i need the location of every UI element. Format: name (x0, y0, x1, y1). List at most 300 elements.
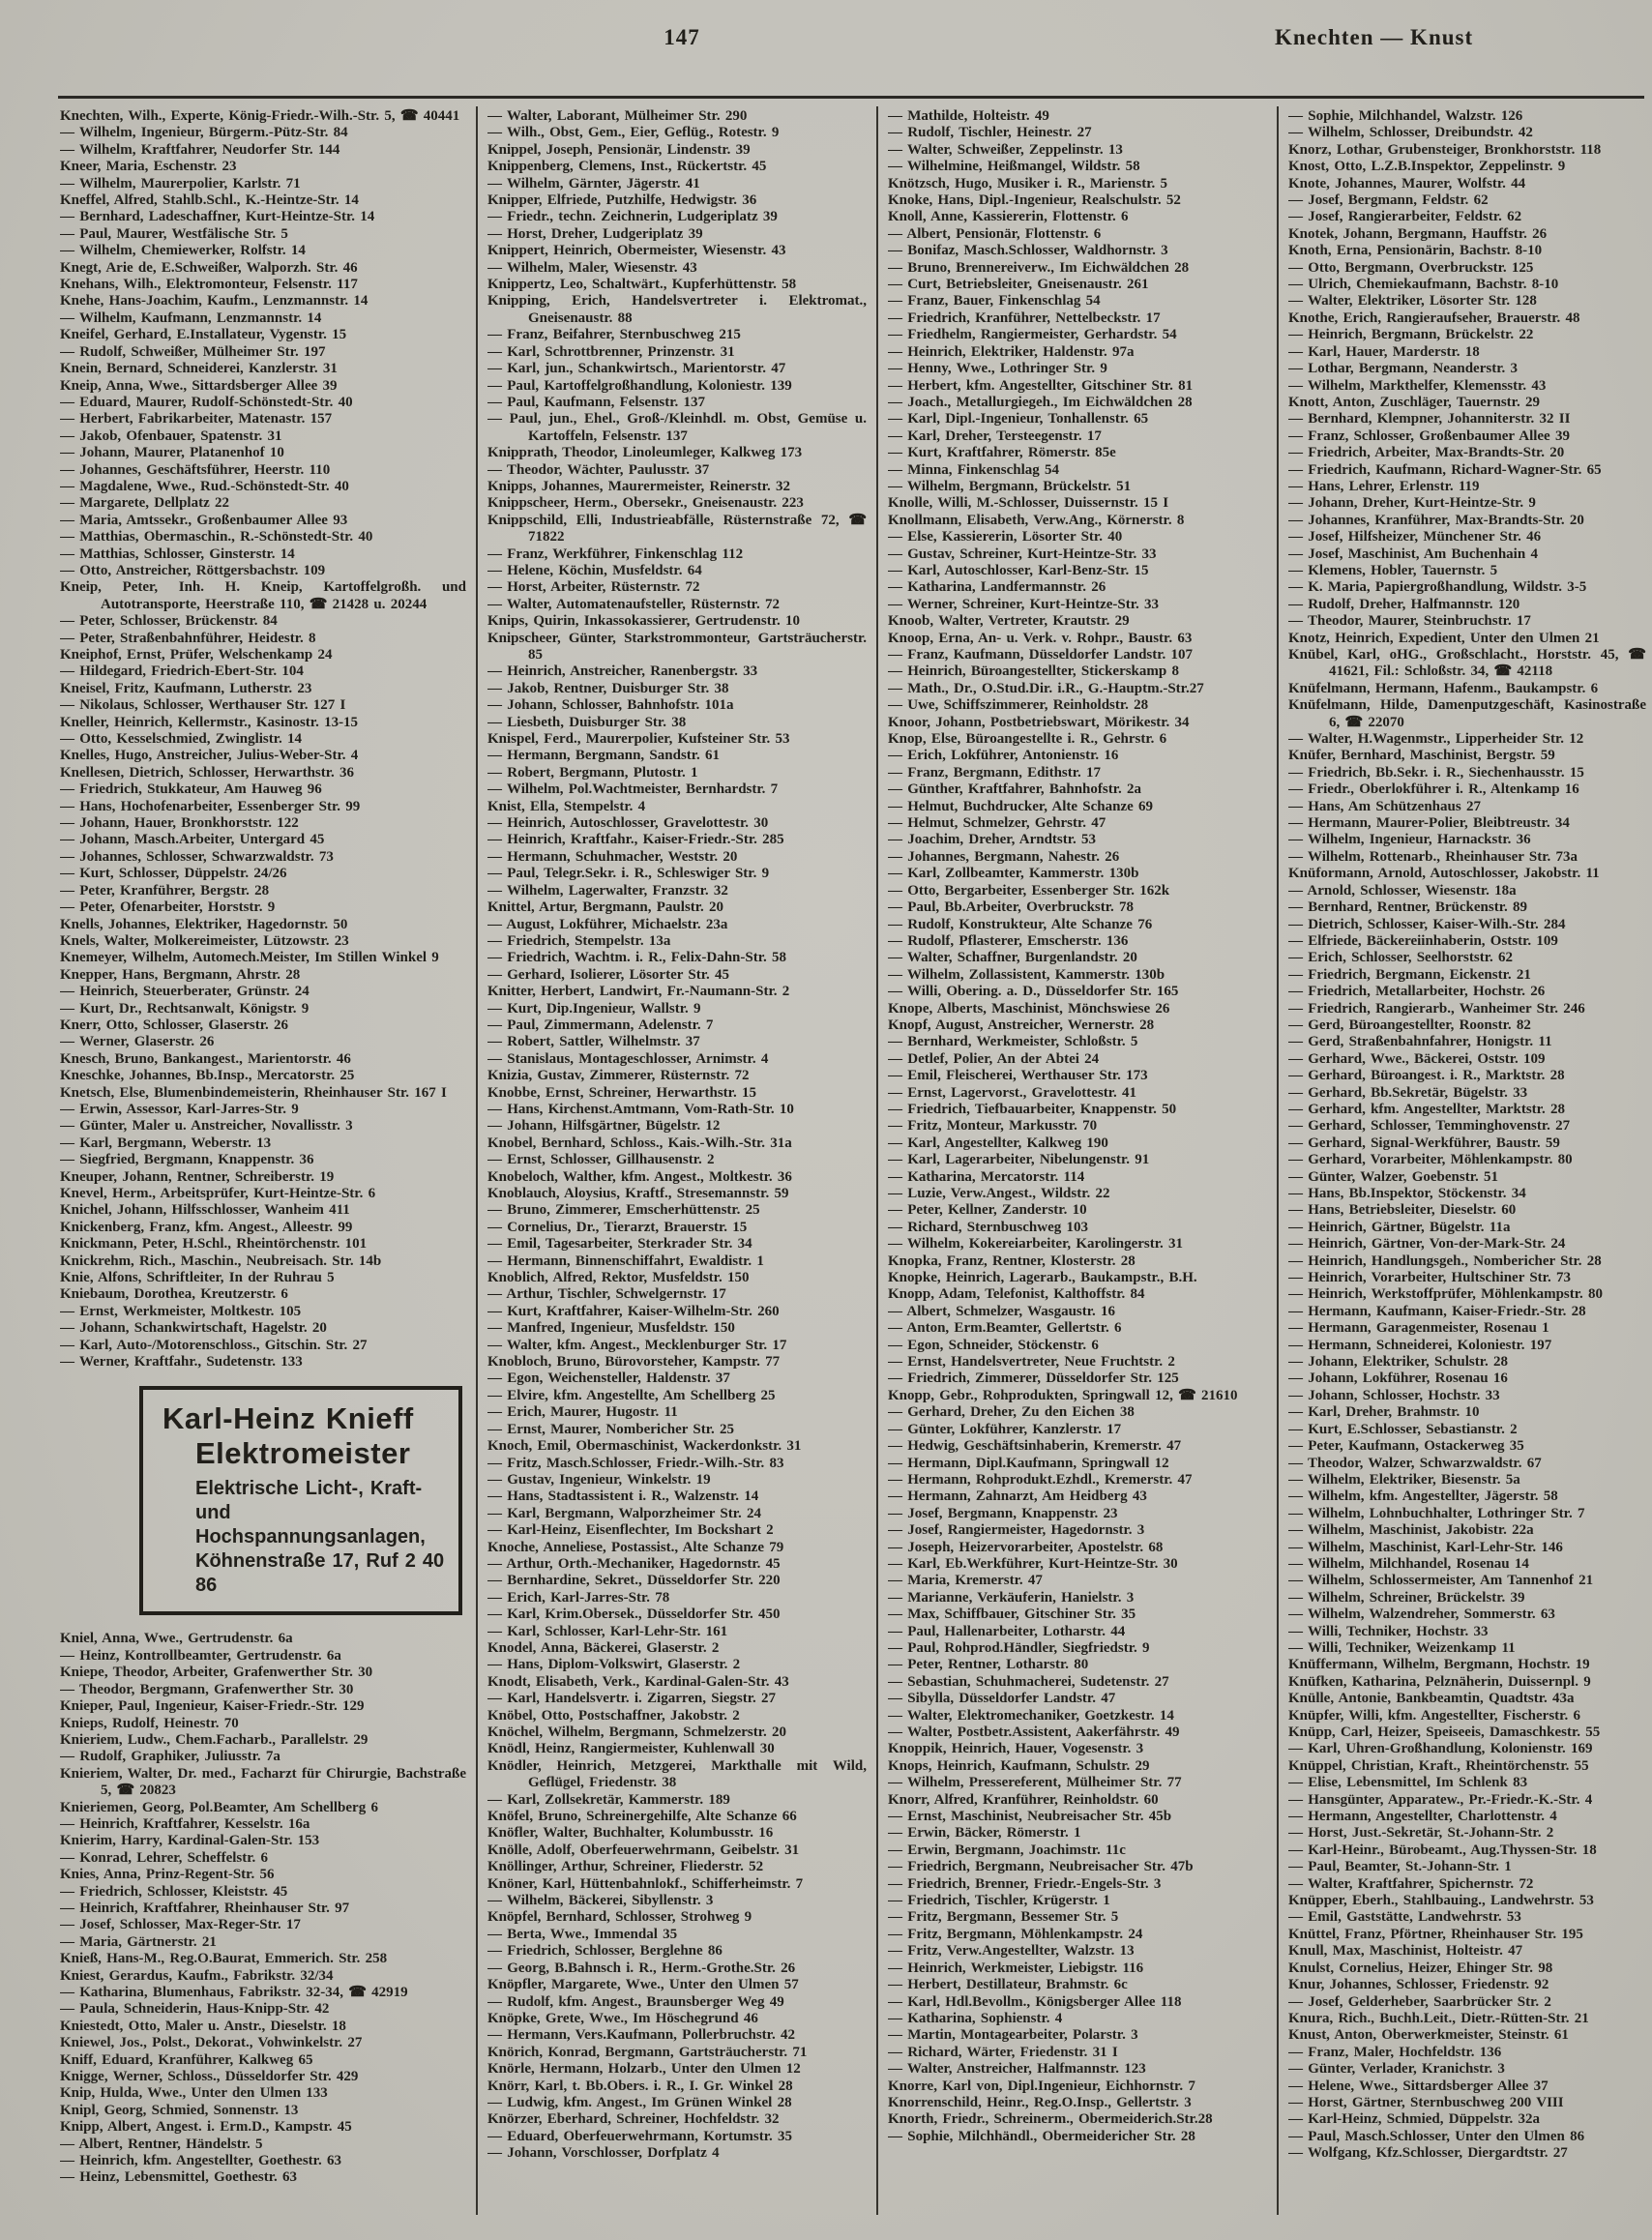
ad-profession: Elektromeister (195, 1436, 411, 1471)
directory-entry: Knörzer, Eberhard, Schreiner, Hochfeldstr. 32 (487, 2111, 780, 2128)
directory-entry: — Heinrich, Kraftfahr., Kaiser-Friedr.-Str. 285 (487, 832, 784, 848)
directory-entry: — Gerd, Straßenbahnfahrer, Honigstr. 11 (1288, 1034, 1552, 1050)
page-number: 147 (664, 25, 700, 49)
directory-entry: — Henny, Wwe., Lothringer Str. 9 (888, 361, 1107, 377)
directory-entry: — Johannes, Bergmann, Nahestr. 26 (888, 848, 1120, 865)
directory-entry: — Rudolf, Tischler, Heinestr. 27 (888, 125, 1092, 141)
directory-entry: Knödl, Heinz, Rangiermeister, Kuhlenwall 30 (487, 1741, 775, 1757)
directory-entry: — Wilhelm, Maschinist, Jakobistr. 22a (1288, 1522, 1534, 1539)
directory-entry: Knetsch, Else, Blumenbindemeisterin, Rheinhauser Str. 167 I (60, 1084, 447, 1101)
directory-entry: — Elfriede, Bäckereiinhaberin, Oststr. 109 (1288, 932, 1558, 949)
directory-entry: — Dietrich, Schlosser, Kaiser-Wilh.-Str. 284 (1288, 916, 1566, 932)
directory-entry: — Ernst, Lagervorst., Gravelottestr. 41 (888, 1084, 1137, 1101)
directory-entry: Knüfken, Katharina, Pelznäherin, Duissernpl. 9 (1288, 1673, 1591, 1690)
directory-entry: — Otto, Anstreicher, Röttgersbachstr. 109 (60, 562, 326, 578)
directory-entry: Kneuper, Johann, Rentner, Schreiberstr. 19 (60, 1168, 335, 1185)
directory-entry: — Magdalene, Wwe., Rud.-Schönstedt-Str. 40 (60, 478, 349, 494)
directory-entry: — Friedrich, Tischler, Krügerstr. 1 (888, 1893, 1110, 1909)
directory-entry: — Karl, Bergmann, Weberstr. 13 (60, 1135, 272, 1151)
directory-entry: — Johann, Schlosser, Hochstr. 33 (1288, 1387, 1500, 1403)
directory-entry: — Karl, Dipl.-Ingenieur, Tonhallenstr. 65 (888, 411, 1149, 427)
entry-list (487, 108, 867, 2163)
directory-entry: — Matthias, Schlosser, Ginsterstr. 14 (60, 545, 295, 562)
directory-entry: — Franz, Kaufmann, Düsseldorfer Landstr. 107 (888, 647, 1194, 663)
directory-entry: — Gerhard, kfm. Angestellter, Marktstr. 28 (1288, 1101, 1565, 1117)
directory-entry: — Willi, Obering. a. D., Düsseldorfer Str. 165 (888, 984, 1179, 1000)
directory-entry: — Katharina, Sophienstr. 4 (888, 2010, 1063, 2026)
directory-entry: Knippel, Joseph, Pensionär, Lindenstr. 39 (487, 141, 751, 158)
directory-entry: — Josef, Rangierarbeiter, Feldstr. 62 (1288, 209, 1522, 225)
directory-entry: Knote, Johannes, Maurer, Wolfstr. 44 (1288, 175, 1526, 192)
directory-entry: — Arnold, Schlosser, Wiesenstr. 18a (1288, 882, 1517, 899)
directory-entry: Knipping, Erich, Handelsvertreter i. Elektromat., Gneisenaustr. 88 (487, 293, 867, 326)
directory-entry: — Walter, Elektromechaniker, Goetzkestr. 14 (888, 1707, 1174, 1724)
directory-entry: — Günther, Kraftfahrer, Bahnhofstr. 2a (888, 781, 1141, 798)
directory-entry: Kneifel, Gerhard, E.Installateur, Vygenstr. 15 (60, 327, 347, 343)
header-rule (58, 96, 1644, 99)
directory-entry: Kniebaum, Dorothea, Kreutzerstr. 6 (60, 1286, 288, 1303)
directory-entry: Knüpper, Eberh., Stahlbauing., Landwehrstr. 53 (1288, 1893, 1594, 1909)
directory-entry: Knigge, Werner, Schloss., Düsseldorfer Str. 429 (60, 2069, 359, 2085)
directory-entry: Knüfelmann, Hermann, Hafenm., Baukampstr. 6 (1288, 680, 1599, 696)
directory-entry: — Herbert, kfm. Angestellter, Gitschiner Str. 81 (888, 377, 1194, 394)
directory-entry: — Sophie, Milchhändl., Obermeidericher Str. 28 (888, 2128, 1195, 2144)
directory-entry: — Heinrich, Kraftfahrer, Kesselstr. 16a (60, 1815, 310, 1832)
running-head: Knechten — Knust (1275, 25, 1474, 49)
directory-entry: — Johann, Schankwirtschaft, Hagelstr. 20 (60, 1320, 327, 1337)
directory-entry: — Friedr., techn. Zeichnerin, Ludgeriplatz 39 (487, 209, 778, 225)
directory-entry: Knüfelmann, Hilde, Damenputzgeschäft, Kasinostraße 6, ☎ 22070 (1288, 697, 1646, 730)
directory-entry: Knorth, Friedr., Schreinerm., Obermeiderich.Str.28 (888, 2111, 1213, 2128)
directory-column-1 (60, 108, 466, 2226)
directory-entry: — Erwin, Bäcker, Römerstr. 1 (888, 1825, 1081, 1842)
directory-entry: Knieß, Hans-M., Reg.O.Baurat, Emmerich. Str. 258 (60, 1951, 388, 1967)
directory-entry: Knüppel, Christian, Kraft., Rheintörchenstr. 55 (1288, 1757, 1589, 1774)
directory-entry: Knopp, Gebr., Rohprodukten, Springwall 12, ☎ 21610 (888, 1387, 1238, 1403)
directory-entry: — Bruno, Brennereiverw., Im Eichwäldchen 28 (888, 259, 1190, 276)
directory-entry: — Paula, Schneiderin, Haus-Knipp-Str. 42 (60, 2001, 330, 2018)
directory-entry: — Paul, Beamter, St.-Johann-Str. 1 (1288, 1859, 1512, 1875)
directory-entry: — Fritz, Verw.Angestellter, Walzstr. 13 (888, 1943, 1135, 1960)
directory-entry: Knickmann, Peter, H.Schl., Rheintörchenstr. 101 (60, 1236, 368, 1253)
directory-entry: — Walter, Anstreicher, Halfmannstr. 123 (888, 2061, 1146, 2078)
directory-entry: — Heinz, Kontrollbeamter, Gertrudenstr. 6a (60, 1647, 341, 1664)
directory-entry: — Walter, H.Wagenmstr., Lipperheider Str. 12 (1288, 731, 1584, 748)
directory-entry: Kneip, Peter, Inh. H. Kneip, Kartoffelgroßh. und Autotransporte, Heerstraße 110, ☎ 21428 u. 20244 (60, 579, 466, 612)
directory-entry: — Friedrich, Arbeiter, Max-Brandts-Str. 20 (1288, 445, 1565, 461)
directory-entry: — Otto, Bergmann, Overbruckstr. 125 (1288, 259, 1534, 276)
directory-entry: Knoblauch, Aloysius, Kraftf., Stresemannstr. 59 (487, 1186, 789, 1201)
directory-entry: — Bonifaz, Masch.Schlosser, Waldhornstr. 3 (888, 243, 1168, 259)
directory-entry: — Franz, Maler, Hochfeldstr. 136 (1288, 2044, 1502, 2060)
directory-entry: — Wilhelm, Kraftfahrer, Neudorfer Str. 144 (60, 141, 340, 158)
directory-entry: Knipl, Georg, Schmied, Sonnenstr. 13 (60, 2102, 299, 2118)
directory-entry: Knöllinger, Arthur, Schreiner, Fliederstr. 52 (487, 1859, 764, 1875)
directory-entry: — Friedrich, Rangierarb., Wanheimer Str. 246 (1288, 1000, 1585, 1017)
directory-entry: — Hans, Bb.Inspektor, Stöckenstr. 34 (1288, 1186, 1526, 1201)
directory-entry: — Karl, Auto-/Motorenschloss., Gitschin. Str. 27 (60, 1337, 368, 1353)
directory-entry: — Hermann, Zahnarzt, Am Heidberg 43 (888, 1488, 1147, 1505)
directory-entry: Knott, Anton, Zuschläger, Tauernstr. 29 (1288, 394, 1540, 410)
directory-entry: — Egon, Weichensteller, Haldenstr. 37 (487, 1371, 730, 1387)
directory-entry: Knötzsch, Hugo, Musiker i. R., Marienstr. 5 (888, 175, 1167, 192)
directory-entry: Knöfel, Bruno, Schreinergehilfe, Alte Schanze 66 (487, 1809, 797, 1825)
directory-entry: — Otto, Bergarbeiter, Essenberger Str. 162k (888, 882, 1170, 899)
directory-entry: — Gerhard, Dreher, Zu den Eichen 38 (888, 1404, 1135, 1421)
directory-entry: — Karl-Heinr., Bürobeamt., Aug.Thyssen-Str. 18 (1288, 1842, 1597, 1858)
directory-entry: — Nikolaus, Schlosser, Werthauser Str. 127 I (60, 697, 346, 714)
directory-entry: — Friedrich, Stukkateur, Am Hauweg 96 (60, 781, 322, 798)
directory-entry: Knöner, Karl, Hüttenbahnlokf., Schifferheimstr. 7 (487, 1875, 804, 1892)
directory-entry: — Herbert, Fabrikarbeiter, Matenastr. 157 (60, 411, 333, 427)
directory-entry: — Josef, Schlosser, Max-Reger-Str. 17 (60, 1917, 301, 1933)
directory-entry: Knieriemen, Georg, Pol.Beamter, Am Schellberg 6 (60, 1799, 378, 1815)
directory-entry: — Helene, Köchin, Musfeldstr. 64 (487, 562, 702, 578)
directory-entry: — Eduard, Maurer, Rudolf-Schönstedt-Str. 40 (60, 394, 353, 410)
directory-entry: — Karl, jun., Schankwirtsch., Marientorstr. 47 (487, 361, 786, 377)
directory-entry: — Ludwig, kfm. Angest., Im Grünen Winkel 28 (487, 2094, 792, 2110)
directory-entry: — Helmut, Schmelzer, Gehrstr. 47 (888, 815, 1106, 832)
directory-entry: — Hermann, Garagenmeister, Rosenau 1 (1288, 1320, 1549, 1337)
directory-entry: — Emil, Tagesarbeiter, Sterkrader Str. 34 (487, 1236, 752, 1253)
directory-entry: — Theodor, Walzer, Schwarzwaldstr. 67 (1288, 1455, 1542, 1471)
directory-entry: Knie, Alfons, Schriftleiter, In der Ruhrau 5 (60, 1270, 335, 1286)
directory-entry: Knost, Otto, L.Z.B.Inspektor, Zeppelinstr. 9 (1288, 159, 1566, 175)
directory-entry: — Uwe, Schiffszimmerer, Reinholdstr. 28 (888, 697, 1149, 714)
directory-entry: — Heinrich, kfm. Angestellter, Goethestr. 63 (60, 2153, 341, 2169)
directory-entry: — Heinrich, Vorarbeiter, Hultschiner Str. 73 (1288, 1270, 1571, 1286)
directory-entry: — Wilhelm, Maler, Wiesenstr. 43 (487, 259, 697, 276)
directory-entry: Knippert, Heinrich, Obermeister, Wiesenstr. 43 (487, 243, 786, 259)
directory-entry: Knippertz, Leo, Schaltwärt., Kupferhüttenstr. 58 (487, 277, 797, 293)
directory-entry: — Kurt, Dip.Ingenieur, Wallstr. 9 (487, 1000, 701, 1017)
directory-entry: — Rudolf, Schweißer, Mülheimer Str. 197 (60, 343, 326, 360)
directory-entry: — Wilhelm, Maurerpolier, Karlstr. 71 (60, 175, 301, 192)
directory-entry: — Elise, Lebensmittel, Im Schlenk 83 (1288, 1775, 1528, 1791)
directory-entry: — Günter, Verlader, Kranichstr. 3 (1288, 2061, 1505, 2078)
directory-entry: — Heinz, Lebensmittel, Goethestr. 63 (60, 2169, 297, 2186)
directory-entry: Knichel, Johann, Hilfsschlosser, Wanheim 411 (60, 1202, 350, 1219)
directory-entry: — Bernhard, Werkmeister, Schloßstr. 5 (888, 1034, 1138, 1050)
directory-entry: — Gerhard, Isolierer, Lösorter Str. 45 (487, 966, 729, 983)
directory-entry: — Klemens, Hobler, Tauernstr. 5 (1288, 562, 1498, 578)
directory-entry: Knipper, Elfriede, Putzhilfe, Hedwigstr. 36 (487, 192, 757, 209)
directory-entry: — Kurt, Schlosser, Düppelstr. 24/26 (60, 866, 287, 882)
directory-entry: Knops, Heinrich, Kaufmann, Schulstr. 29 (888, 1757, 1150, 1774)
directory-entry: Knieriem, Ludw., Chem.Facharb., Parallelstr. 29 (60, 1731, 369, 1748)
directory-entry: — Franz, Bergmann, Edithstr. 17 (888, 764, 1102, 781)
directory-entry: Knotz, Heinrich, Expedient, Unter den Ulmen 21 (1288, 630, 1600, 646)
directory-entry: — Heinrich, Werkstoffprüfer, Möhlenkampstr. 80 (1288, 1286, 1604, 1303)
directory-entry: — Heinrich, Steuerberater, Grünstr. 24 (60, 984, 310, 1000)
directory-entry: Knoob, Walter, Vertreter, Krautstr. 29 (888, 613, 1130, 630)
directory-entry: — Hermann, Angestellter, Charlottenstr. 4 (1288, 1809, 1557, 1825)
directory-entry: — Karl, Handelsvertr. i. Zigarren, Siegstr. 27 (487, 1691, 777, 1707)
directory-entry: — Horst, Gärtner, Sternbuschweg 200 VIII (1288, 2094, 1564, 2110)
directory-entry: — Walter, Laborant, Mülheimer Str. 290 (487, 108, 748, 124)
directory-entry: — Wilhelm, Lohnbuchhalter, Lothringer Str. 7 (1288, 1505, 1585, 1521)
directory-entry: — Hans, Diplom-Volkswirt, Glaserstr. 2 (487, 1657, 741, 1673)
directory-entry: — Heinrich, Handlungsgeh., Nombericher Str. 28 (1288, 1253, 1602, 1269)
directory-entry: — Bernhard, Rentner, Brückenstr. 89 (1288, 899, 1527, 916)
directory-entry: Knesch, Bruno, Bankangest., Marientorstr. 46 (60, 1050, 351, 1067)
directory-entry: — Hermann, Vers.Kaufmann, Pollerbruchstr. 42 (487, 2027, 795, 2044)
directory-entry: — Friedrich, Stempelstr. 13a (487, 932, 671, 949)
directory-entry: — Karl-Heinz, Schmied, Düppelstr. 32a (1288, 2111, 1541, 2128)
directory-entry: — Karl, Hdl.Bevollm., Königsberger Allee 118 (888, 1993, 1182, 2010)
directory-entry: — Walter, Kraftfahrer, Spichernstr. 72 (1288, 1875, 1534, 1892)
directory-entry: Kniewel, Jos., Polst., Dekorat., Vohwinkelstr. 27 (60, 2035, 363, 2051)
directory-entry: — Siegfried, Bergmann, Knappenstr. 36 (60, 1152, 314, 1168)
directory-entry: — Wilhelm, Schreiner, Brückelstr. 39 (1288, 1589, 1525, 1606)
directory-entry: — Hermann, Schuhmacher, Weststr. 20 (487, 848, 738, 865)
directory-entry: Knöfler, Walter, Buchhalter, Kolumbusstr. 16 (487, 1825, 774, 1842)
directory-entry: — Kurt, E.Schlosser, Sebastianstr. 2 (1288, 1421, 1518, 1437)
directory-entry: — Richard, Wärter, Friedenstr. 31 I (888, 2044, 1118, 2060)
directory-entry: — Robert, Bergmann, Plutostr. 1 (487, 764, 698, 781)
directory-entry: — Karl, Krim.Obersek., Düsseldorfer Str. 450 (487, 1606, 781, 1623)
directory-entry: Knechten, Wilh., Experte, König-Friedr.-Wilh.-Str. 5, ☎ 40441 (60, 108, 460, 124)
directory-entry: Knierim, Harry, Kardinal-Galen-Str. 153 (60, 1833, 320, 1849)
directory-entry: — Jakob, Rentner, Duisburger Str. 38 (487, 680, 729, 696)
directory-entry: — Georg, B.Bahnsch i. R., Herm.-Grothe.Str. 26 (487, 1960, 796, 1976)
directory-entry: — Maria, Amtssekr., Großenbaumer Allee 93 (60, 512, 348, 528)
directory-entry: Knülle, Antonie, Bankbeamtin, Quadtstr. 43a (1288, 1691, 1575, 1707)
directory-entry: — Wilhelm, Chemiewerker, Rolfstr. 14 (60, 243, 306, 259)
directory-entry: Knodel, Anna, Bäckerei, Glaserstr. 2 (487, 1639, 720, 1656)
directory-entry: — Erich, Maurer, Hugostr. 11 (487, 1404, 678, 1421)
directory-entry: — Else, Kassiererin, Lösorter Str. 40 (888, 529, 1123, 545)
directory-entry: — Bernhard, Ladeschaffner, Kurt-Heintze-Str. 14 (60, 209, 375, 225)
directory-entry: Knüpfer, Willi, kfm. Angestellter, Fischerstr. 6 (1288, 1707, 1580, 1724)
directory-entry: — Maria, Gärtnerstr. 21 (60, 1933, 217, 1950)
directory-entry: Knobloch, Bruno, Bürovorsteher, Kampstr. 77 (487, 1354, 781, 1371)
directory-entry: — Hedwig, Geschäftsinhaberin, Kremerstr. 47 (888, 1438, 1182, 1455)
directory-entry: — Hans, Kirchenst.Amtmann, Vom-Rath-Str. 10 (487, 1101, 794, 1117)
directory-entry: Knemeyer, Wilhelm, Automech.Meister, Im Stillen Winkel 9 (60, 950, 439, 966)
directory-entry: — Paul, Telegr.Sekr. i. R., Schleswiger Str. 9 (487, 866, 770, 882)
directory-entry: — Erich, Karl-Jarres-Str. 78 (487, 1589, 670, 1606)
directory-entry: Knips, Quirin, Inkassokassierer, Gertrudenstr. 10 (487, 613, 800, 630)
directory-entry: — Johannes, Geschäftsführer, Heerstr. 110 (60, 461, 331, 478)
directory-entry: Knelles, Hugo, Anstreicher, Julius-Weber-Str. 4 (60, 748, 359, 764)
directory-entry: Kneschke, Johannes, Bb.Insp., Mercatorstr. 25 (60, 1068, 355, 1084)
directory-entry: — Paul, Zimmermann, Adelenstr. 7 (487, 1017, 714, 1033)
directory-entry: — Jakob, Ofenbauer, Spatenstr. 31 (60, 427, 282, 444)
directory-entry: Knopke, Heinrich, Lagerarb., Baukampstr., B.H. (888, 1270, 1197, 1286)
directory-entry: Knevel, Herm., Arbeitsprüfer, Kurt-Heintze-Str. 6 (60, 1186, 376, 1201)
directory-entry: — Paul, Maurer, Westfälische Str. 5 (60, 225, 288, 242)
directory-entry: — Günter, Maler u. Anstreicher, Novallisstr. 3 (60, 1118, 353, 1135)
directory-entry: — Peter, Kellner, Zanderstr. 10 (888, 1202, 1087, 1219)
directory-entry: — Josef, Maschinist, Am Buchenhain 4 (1288, 545, 1538, 562)
directory-entry: — Hans, Lehrer, Erlenstr. 119 (1288, 478, 1480, 494)
directory-entry: — Hermann, Dipl.Kaufmann, Springwall 12 (888, 1455, 1169, 1471)
directory-entry: — Arthur, Tischler, Schwelgernstr. 17 (487, 1286, 726, 1303)
directory-entry: — Hermann, Maurer-Polier, Bleibtreustr. 34 (1288, 815, 1570, 832)
directory-entry: — Hans, Stadtassistent i. R., Walzenstr. 14 (487, 1488, 759, 1505)
directory-entry: Knopka, Franz, Rentner, Klosterstr. 28 (888, 1253, 1136, 1269)
column-divider (1277, 106, 1279, 2215)
directory-entry: Knippscheer, Herm., Obersekr., Gneisenaustr. 223 (487, 495, 804, 512)
directory-entry: — Kurt, Kraftfahrer, Kaiser-Wilhelm-Str. 260 (487, 1303, 780, 1319)
directory-entry: — Friedrich, Zimmerer, Düsseldorfer Str. 125 (888, 1371, 1179, 1387)
directory-entry: — Hermann, Kaufmann, Kaiser-Friedr.-Str. 28 (1288, 1303, 1586, 1319)
directory-entry: Knull, Max, Maschinist, Holteistr. 47 (1288, 1943, 1523, 1960)
directory-entry: — Paul, Masch.Schlosser, Unter den Ulmen 86 (1288, 2128, 1585, 2144)
directory-entry: — Karl-Heinz, Eisenflechter, Im Bockshart 2 (487, 1522, 774, 1539)
directory-entry: — Paul, Hallenarbeiter, Lotharstr. 44 (888, 1623, 1126, 1639)
directory-entry: — Bernhardine, Sekret., Düsseldorfer Str. 220 (487, 1573, 781, 1589)
directory-entry: — Hansgünter, Apparatew., Pr.-Friedr.-K.-Str. 4 (1288, 1791, 1593, 1808)
directory-entry: Knorz, Lothar, Grubensteiger, Bronkhorststr. 118 (1288, 141, 1602, 158)
directory-entry: — Ernst, Maschinist, Neubreisacher Str. 45b (888, 1809, 1172, 1825)
directory-entry: — Friedrich, Wachtm. i. R., Felix-Dahn-Str. 58 (487, 950, 786, 966)
directory-entry: Knitter, Herbert, Landwirt, Fr.-Naumann-Str. 2 (487, 984, 790, 1000)
directory-entry: Knöpfler, Margarete, Wwe., Unter den Ulmen 57 (487, 1977, 799, 1993)
directory-entry: — Josef, Bergmann, Feldstr. 62 (1288, 192, 1489, 209)
directory-entry: — Karl, Hauer, Marderstr. 18 (1288, 343, 1480, 360)
directory-entry: Knoppik, Heinrich, Hauer, Vogesenstr. 3 (888, 1741, 1144, 1757)
directory-entry: — Paul, Bb.Arbeiter, Overbruckstr. 78 (888, 899, 1135, 916)
directory-entry: — Richard, Sternbuschweg 103 (888, 1219, 1089, 1235)
directory-entry: — Joachim, Dreher, Arndtstr. 53 (888, 832, 1097, 848)
directory-entry: — Karl, Uhren-Großhandlung, Kolonienstr. 169 (1288, 1741, 1593, 1757)
directory-entry: Kniest, Gerardus, Kaufm., Fabrikstr. 32/34 (60, 1967, 334, 1984)
directory-entry: — Heinrich, Bergmann, Brückelstr. 22 (1288, 327, 1534, 343)
directory-entry: — Erich, Schlosser, Seelhorststr. 62 (1288, 950, 1513, 966)
directory-entry: Knoll, Anne, Kassiererin, Flottenstr. 6 (888, 209, 1129, 225)
directory-entry: — Robert, Sattler, Wilhelmstr. 37 (487, 1034, 700, 1050)
directory-entry: — Peter, Ofenarbeiter, Horststr. 9 (60, 899, 276, 916)
directory-entry: — Lothar, Bergmann, Neanderstr. 3 (1288, 361, 1518, 377)
directory-entry: — Sophie, Milchhandel, Walzstr. 126 (1288, 108, 1523, 124)
column-divider (476, 106, 478, 2215)
directory-entry: Knels, Walter, Molkereimeister, Lützowstr. 23 (60, 932, 349, 949)
directory-entry: Knieper, Paul, Ingenieur, Kaiser-Friedr.-Str. 129 (60, 1698, 365, 1715)
directory-entry: — Bruno, Zimmerer, Emscherhüttenstr. 25 (487, 1202, 760, 1219)
directory-entry: — Johann, Dreher, Kurt-Heintze-Str. 9 (1288, 495, 1536, 512)
directory-entry: — Gerhard, Schlosser, Temminghovenstr. 27 (1288, 1118, 1571, 1135)
directory-entry: — Karl, Schlosser, Karl-Lehr-Str. 161 (487, 1623, 728, 1639)
directory-entry: — Johann, Elektriker, Schulstr. 28 (1288, 1354, 1509, 1371)
directory-entry: — Egon, Schneider, Stöckenstr. 6 (888, 1337, 1099, 1353)
directory-entry: Knur, Johannes, Schlosser, Friedenstr. 92 (1288, 1977, 1549, 1993)
directory-entry: — Wilhelm, Rottenarb., Rheinhauser Str. 73a (1288, 848, 1578, 865)
directory-entry: — Peter, Kranführer, Bergstr. 28 (60, 882, 270, 899)
directory-entry: Knobel, Bernhard, Schloss., Kais.-Wilh.-Str. 31a (487, 1135, 792, 1151)
directory-entry: — Gerhard, Signal-Werkführer, Baustr. 59 (1288, 1135, 1560, 1151)
directory-entry: — Friedhelm, Rangiermeister, Gerhardstr. 54 (888, 327, 1177, 343)
directory-entry: — Wilhelm, Schlosser, Dreibundstr. 42 (1288, 125, 1533, 141)
directory-entry: — Josef, Gelderheber, Saarbrücker Str. 2 (1288, 1993, 1551, 2010)
ad-text-line: Elektrische Licht-, Kraft- und (195, 1478, 423, 1524)
directory-entry: — Walter, Schweißer, Zeppelinstr. 13 (888, 141, 1123, 158)
directory-entry: — Franz, Werkführer, Finkenschlag 112 (487, 545, 744, 562)
directory-entry: Knop, Else, Büroangestellte i. R., Gehrstr. 6 (888, 731, 1167, 748)
directory-entry: Kneiphof, Ernst, Prüfer, Welschenkamp 24 (60, 647, 333, 663)
ad-text-line: Köhnenstraße 17, Ruf 2 40 86 (195, 1550, 445, 1597)
directory-entry: — Berta, Wwe., Immendal 35 (487, 1926, 678, 1942)
directory-entry: Knobeloch, Walther, kfm. Angest., Moltkestr. 36 (487, 1168, 792, 1185)
directory-entry: Knorre, Karl von, Dipl.Ingenieur, Eichhornstr. 7 (888, 2078, 1195, 2094)
directory-entry: — Walter, Postbetr.Assistent, Aakerfährstr. 49 (888, 1724, 1180, 1740)
directory-entry: — Paul, jun., Ehel., Groß-/Kleinhdl. m. Obst, Gemüse u. Kartoffeln, Felsenstr. 137 (487, 411, 867, 444)
directory-entry: — Friedrich, Schlosser, Kleiststr. 45 (60, 1883, 288, 1900)
directory-entry: — Werner, Kraftfahr., Sudetenstr. 133 (60, 1354, 303, 1371)
directory-entry: Kniestedt, Otto, Maler u. Anstr., Dieselstr. 18 (60, 2018, 346, 2034)
directory-entry: — Fritz, Bergmann, Möhlenkampstr. 24 (888, 1926, 1143, 1942)
directory-entry: — Gerhard, Büroangest. i. R., Marktstr. 28 (1288, 1068, 1565, 1084)
directory-entry: Knehans, Wilh., Elektromonteur, Felsenstr. 117 (60, 277, 358, 293)
directory-entry: — Gerhard, Vorarbeiter, Möhlenkampstr. 80 (1288, 1152, 1573, 1168)
directory-entry: — Luzie, Verw.Angest., Wildstr. 22 (888, 1186, 1110, 1201)
directory-column-4 (1288, 108, 1646, 2226)
directory-entry: Kniepe, Theodor, Arbeiter, Grafenwerther Str. 30 (60, 1665, 373, 1681)
directory-entry: — Friedrich, Schlosser, Berglehne 86 (487, 1943, 723, 1960)
directory-entry: — Anton, Erm.Beamter, Gellertstr. 6 (888, 1320, 1122, 1337)
directory-entry: — Wilhelm, Milchhandel, Rosenau 14 (1288, 1555, 1529, 1572)
directory-entry: Knopp, Adam, Telefonist, Kalthoffstr. 84 (888, 1286, 1145, 1303)
directory-entry: Knipp, Albert, Angest. i. Erm.D., Kampstr. 45 (60, 2119, 352, 2136)
directory-entry: Knoblich, Alfred, Rektor, Musfeldstr. 150 (487, 1270, 750, 1286)
directory-entry: — Erwin, Assessor, Karl-Jarres-Str. 9 (60, 1101, 299, 1117)
directory-entry: — Wilh., Obst, Gem., Eier, Geflüg., Rotestr. 9 (487, 125, 780, 141)
directory-entry: — Josef, Rangiermeister, Hagedornstr. 3 (888, 1522, 1145, 1539)
directory-entry: Knöpke, Grete, Wwe., Im Höschegrund 46 (487, 2010, 758, 2026)
directory-entry: — Ernst, Werkmeister, Moltkestr. 105 (60, 1303, 302, 1319)
directory-entry: — Heinrich, Elektriker, Haldenstr. 97a (888, 343, 1135, 360)
directory-entry: — Elvire, kfm. Angestellte, Am Schellberg 25 (487, 1387, 776, 1403)
directory-entry: Knöbel, Otto, Postschaffner, Jakobstr. 2 (487, 1707, 740, 1724)
directory-entry: — Werner, Schreiner, Kurt-Heintze-Str. 33 (888, 596, 1159, 612)
directory-entry: — Karl, Dreher, Tersteegenstr. 17 (888, 427, 1102, 444)
directory-entry: — Helmut, Buchdrucker, Alte Schanze 69 (888, 798, 1154, 814)
directory-entry: — Max, Schiffbauer, Gitschiner Str. 35 (888, 1606, 1136, 1623)
directory-entry: — Rudolf, Graphiker, Juliusstr. 7a (60, 1749, 280, 1765)
directory-entry: — Hans, Am Schützenhaus 27 (1288, 798, 1481, 814)
directory-entry: — Bernhard, Klempner, Johanniterstr. 32 II (1288, 411, 1571, 427)
directory-entry: — Katharina, Landfermannstr. 26 (888, 579, 1106, 596)
directory-entry: — Paul, Kaufmann, Felsenstr. 137 (487, 394, 706, 410)
directory-entry: — Albert, Schmelzer, Wasgaustr. 16 (888, 1303, 1116, 1319)
directory-entry: Knüffermann, Wilhelm, Bergmann, Hochstr. 19 (1288, 1657, 1590, 1673)
directory-entry: — Karl, Autoschlosser, Karl-Benz-Str. 15 (888, 562, 1149, 578)
directory-entry: — Curt, Betriebsleiter, Gneisenaustr. 261 (888, 277, 1149, 293)
directory-entry: — Horst, Arbeiter, Rüsternstr. 72 (487, 579, 700, 596)
directory-entry: — Johann, Maurer, Platanenhof 10 (60, 445, 284, 461)
directory-entry: — Arthur, Orth.-Mechaniker, Hagedornstr. 45 (487, 1555, 781, 1572)
directory-entry: — Erwin, Bergmann, Joachimstr. 11c (888, 1842, 1126, 1858)
directory-entry: — Rudolf, kfm. Angest., Braunsberger Weg 49 (487, 1993, 784, 2010)
directory-entry: — Gustav, Ingenieur, Winkelstr. 19 (487, 1471, 711, 1488)
directory-entry: — Friedrich, Bergmann, Neubreisacher Str. 47b (888, 1859, 1194, 1875)
directory-entry: — Josef, Bergmann, Knappenstr. 23 (888, 1505, 1118, 1521)
directory-entry: Knieriem, Walter, Dr. med., Facharzt für Chirurgie, Bachstraße 5, ☎ 20823 (60, 1765, 466, 1799)
directory-entry: — Wilhelm, Markthelfer, Klemensstr. 43 (1288, 377, 1547, 394)
directory-entry: — Albert, Rentner, Händelstr. 5 (60, 2136, 263, 2152)
directory-entry: — Walter, Automatenaufsteller, Rüsternstr. 72 (487, 596, 780, 612)
directory-entry: — Willi, Techniker, Weizenkamp 11 (1288, 1639, 1516, 1656)
directory-entry: Knickenberg, Franz, kfm. Angest., Alleestr. 99 (60, 1219, 353, 1235)
directory-entry: — August, Lokführer, Michaelstr. 23a (487, 916, 728, 932)
directory-entry: — Wilhelm, Zollassistent, Kammerstr. 130b (888, 966, 1165, 983)
directory-entry: Knorr, Alfred, Kranführer, Reinholdstr. 60 (888, 1791, 1159, 1808)
directory-entry: Knies, Anna, Prinz-Regent-Str. 56 (60, 1867, 275, 1883)
directory-entry: — Friedrich, Bergmann, Eickenstr. 21 (1288, 966, 1531, 983)
directory-entry: — Franz, Beifahrer, Sternbuschweg 215 (487, 327, 741, 343)
directory-entry: — Karl, Zollbeamter, Kammerstr. 130b (888, 866, 1139, 882)
